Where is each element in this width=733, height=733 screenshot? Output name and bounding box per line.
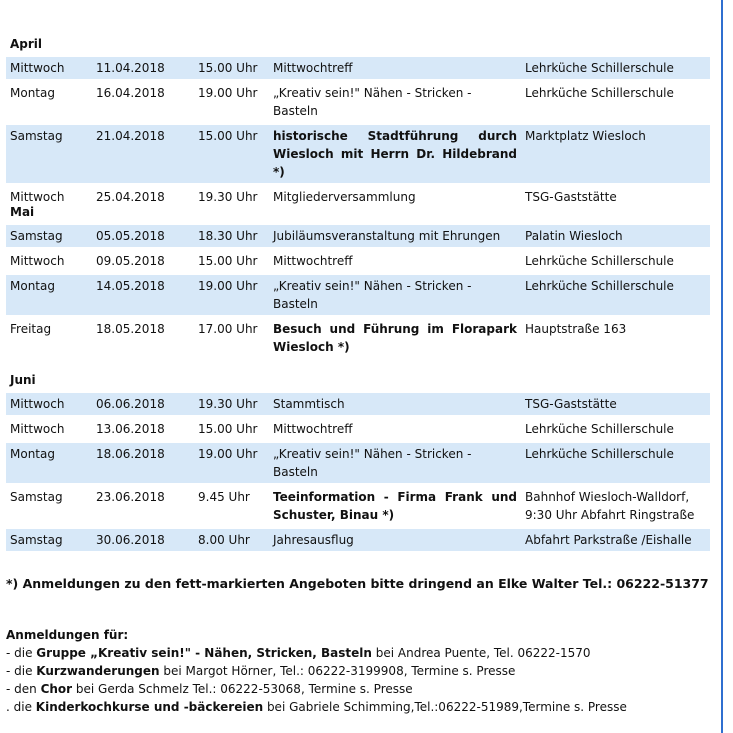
time-cell: 15.00 Uhr [194,125,269,183]
day-cell: Freitag [10,322,52,336]
registration-note: *) Anmeldungen zu den fett-markierten Angeboten bitte dringend an Elke Walter Tel.: 06222-51377 [6,576,709,591]
schedule-row [6,57,710,79]
event-cell: Stammtisch [269,393,521,415]
location-cell: Palatin Wiesloch [521,225,710,247]
schedule-row [6,393,710,415]
location-cell: Hauptstraße 163 [525,322,627,336]
time-cell: 8.00 Uhr [194,529,269,551]
event-cell: Mittwochtreff [269,57,521,79]
month-title-mai: Mai [10,205,35,219]
location-cell: TSG-Gaststätte [525,190,617,204]
time-cell: 9.45 Uhr [198,490,250,504]
location-cell: Bahnhof Wiesloch-Walldorf, 9:30 Uhr Abfahrt Ringstraße [525,490,695,522]
time-cell: 15.00 Uhr [198,422,258,436]
schedule-row [6,82,710,122]
day-cell: Montag [10,86,55,100]
time-cell: 15.00 Uhr [194,57,269,79]
date-cell: 30.06.2018 [92,529,194,551]
schedule-row [6,186,710,208]
date-cell: 18.05.2018 [96,322,165,336]
event-cell: „Kreativ sein!" Nähen - Stricken - Basteln [269,275,521,315]
schedule-row [6,275,710,315]
time-cell: 15.00 Uhr [198,254,258,268]
time-cell: 19.30 Uhr [194,393,269,415]
month-title-juni: Juni [10,373,36,387]
event-cell: „Kreativ sein!" Nähen - Stricken - Basteln [269,443,521,483]
date-cell: 23.06.2018 [96,490,165,504]
location-cell: Lehrküche Schillerschule [521,275,710,315]
day-cell: Mittwoch [6,393,92,415]
date-cell: 14.05.2018 [92,275,194,315]
schedule-table-mai [6,222,710,361]
location-cell: Lehrküche Schillerschule [525,422,674,436]
location-cell: Abfahrt Parkstraße /Eishalle [521,529,710,551]
location-cell: Lehrküche Schillerschule [525,254,674,268]
date-cell: 13.06.2018 [96,422,165,436]
schedule-table-juni [6,390,710,554]
day-cell: Samstag [6,225,92,247]
event-cell: Mittwochtreff [273,422,353,436]
day-cell: Samstag [6,529,92,551]
time-cell: 19.00 Uhr [194,275,269,315]
event-cell: Jubiläumsveranstaltung mit Ehrungen [269,225,521,247]
event-cell: „Kreativ sein!" Nähen - Stricken - Basteln [273,86,472,118]
date-cell: 16.04.2018 [96,86,165,100]
date-cell: 09.05.2018 [96,254,165,268]
day-cell: Samstag [6,125,92,183]
time-cell: 17.00 Uhr [198,322,258,336]
registration-line: - die Kurzwanderungen bei Margot Hörner, Tel.: 06222-3199908, Termine s. Presse [6,664,516,678]
day-cell: Montag [6,275,92,315]
day-cell: Mittwoch [10,190,65,204]
date-cell: 06.06.2018 [92,393,194,415]
location-cell: Lehrküche Schillerschule [521,443,710,483]
event-cell: historische Stadtführung durch Wiesloch mit Herrn Dr. Hildebrand *) [269,125,521,183]
location-cell: Lehrküche Schillerschule [525,86,674,100]
time-cell: 19.00 Uhr [194,443,269,483]
registration-line: . die Kinderkochkurse und -bäckereien bei Gabriele Schimming,Tel.:06222-51989,Termine s. Presse [6,700,627,714]
date-cell: 25.04.2018 [96,190,165,204]
schedule-row [6,529,710,551]
event-cell: Teeinformation - Firma Frank und Schuster, Binau *) [273,490,517,522]
schedule-row [6,318,710,358]
schedule-row [6,443,710,483]
date-cell: 18.06.2018 [92,443,194,483]
date-cell: 11.04.2018 [92,57,194,79]
schedule-row [6,125,710,183]
event-cell: Jahresausflug [269,529,521,551]
schedule-table-april [6,54,710,211]
day-cell: Samstag [10,490,63,504]
time-cell: 19.00 Uhr [198,86,258,100]
schedule-row [6,418,710,440]
location-cell: TSG-Gaststätte [521,393,710,415]
event-cell: Mitgliederversammlung [273,190,416,204]
day-cell: Mittwoch [10,254,65,268]
date-cell: 05.05.2018 [92,225,194,247]
day-cell: Mittwoch [10,422,65,436]
registration-line: - die Gruppe „Kreativ sein!" - Nähen, Stricken, Basteln bei Andrea Puente, Tel. 06222-1570 [6,646,591,660]
event-cell: Mittwochtreff [273,254,353,268]
schedule-row [6,486,710,526]
registration-line: - den Chor bei Gerda Schmelz Tel.: 06222-53068, Termine s. Presse [6,682,413,696]
right-border [721,0,723,733]
registration-heading: Anmeldungen für: [6,628,129,642]
time-cell: 19.30 Uhr [198,190,258,204]
location-cell: Marktplatz Wiesloch [521,125,710,183]
location-cell: Lehrküche Schillerschule [521,57,710,79]
schedule-row [6,225,710,247]
day-cell: Montag [6,443,92,483]
schedule-row [6,250,710,272]
date-cell: 21.04.2018 [92,125,194,183]
month-title-april: April [10,37,43,51]
registration-block [6,626,627,716]
time-cell: 18.30 Uhr [194,225,269,247]
day-cell: Mittwoch [6,57,92,79]
event-cell: Besuch und Führung im Florapark Wiesloch *) [273,322,517,354]
